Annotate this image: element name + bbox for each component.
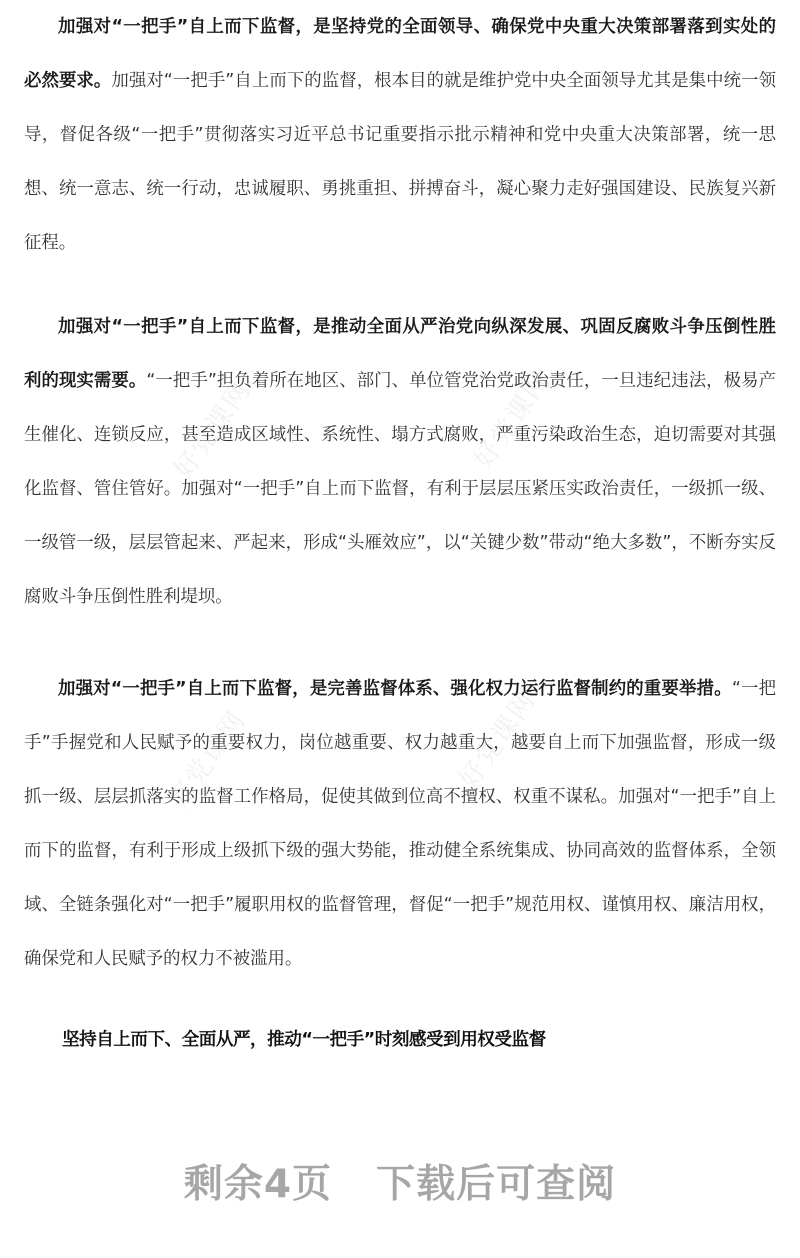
download-action-label: 下载后可查阅 <box>376 1162 617 1207</box>
download-to-read-notice[interactable] <box>0 1153 800 1209</box>
remaining-pages-label: 剩余4页 <box>183 1162 333 1207</box>
paragraph-3-body: “一把手”手握党和人民赋予的重要权力，岗位越重要、权力越重大，越要自上而下加强监督，形成一级抓一级、层层抓落实的监督工作格局，促使其做到位高不擅权、权重不谋私。加强对“一把手”自上而下的监督，有利于形成上级抓下级的强大势能，推动健全系统集成、协同高效的监督体系，全领域、全链条强化对“一把手”履职用权的监督管理，督促“一把手”规范用权、谨慎用权、廉洁用权，确保党和人民赋予的权力不被滥用。 <box>24 679 776 969</box>
paragraph-2-body: “一把手”担负着所在地区、部门、单位管党治党政治责任，一旦违纪违法，极易产生催化、连锁反应，甚至造成区域性、系统性、塌方式腐败，严重污染政治生态，迫切需要对其强化监督、管住管好。加强对“一把手”自上而下监督，有利于层层压紧压实政治责任，一级抓一级、一级管一级，层层管起来、严起来，形成“头雁效应”，以“关键少数”带动“绝大多数”，不断夯实反腐败斗争压倒性胜利堤坝。 <box>24 371 776 607</box>
paragraph-2-lead: 加强对“一把手”自上而下监督，是推动全面从严治党向纵深发展、巩固反腐败斗争压倒性胜利的现实需要。 <box>24 317 776 391</box>
section-subheading: 坚持自上而下、全面从严，推动“一把手”时刻感受到用权受监督 <box>62 1030 546 1050</box>
watermark: 好党课网 <box>468 365 558 475</box>
paragraph-1-lead: 加强对“一把手”自上而下监督，是坚持党的全面领导、确保党中央重大决策部署落到实处的必然要求。 <box>24 17 776 91</box>
paragraph-3-lead: 加强对“一把手”自上而下监督，是完善监督体系、强化权力运行监督制约的重要举措。 <box>58 679 732 699</box>
watermark: 好党课网 <box>163 705 253 815</box>
paragraph-3 <box>24 662 776 986</box>
paragraph-1-body: 加强对“一把手”自上而下的监督，根本目的就是维护党中央全面领导尤其是集中统一领导，督促各级“一把手”贯彻落实习近平总书记重要指示批示精神和党中央重大决策部署，统一思想、统一意志、统一行动，忠诚履职、勇挑重担、拼搏奋斗，凝心聚力走好强国建设、民族复兴新征程。 <box>24 71 776 253</box>
watermark: 好党课网 <box>453 685 543 795</box>
paragraph-2 <box>24 300 776 624</box>
watermark: 好党课网 <box>168 375 258 485</box>
paragraph-1 <box>24 0 776 270</box>
